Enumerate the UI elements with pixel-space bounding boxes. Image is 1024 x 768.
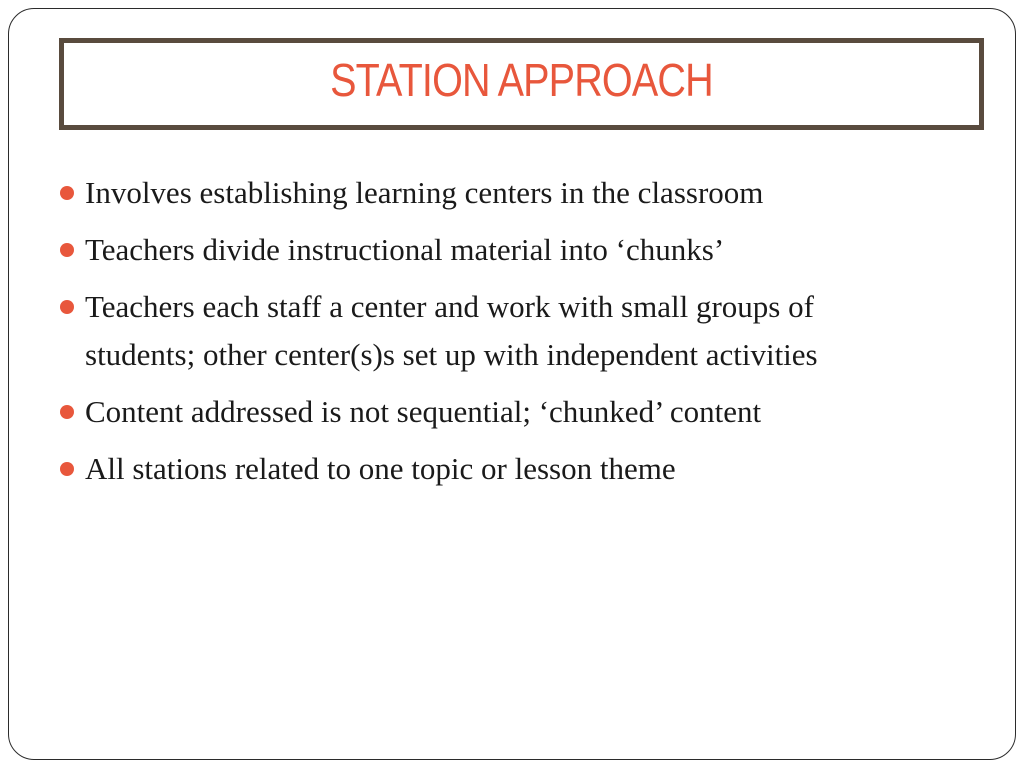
bullet-dot-icon <box>60 405 74 419</box>
bullet-text: Content addressed is not sequential; ‘chunked’ content <box>85 394 762 429</box>
bullet-text: Involves establishing learning centers in the classroom <box>85 175 764 210</box>
bullet-text: Teachers each staff a center and work with small groups of students; other center(s)s set up with independent activities <box>85 289 818 372</box>
bullet-dot-icon <box>60 186 74 200</box>
bullet-item <box>57 388 905 436</box>
bullet-text: All stations related to one topic or lesson theme <box>85 451 676 486</box>
slide-title: STATION APPROACH <box>330 54 713 106</box>
bullet-item <box>57 169 987 217</box>
bullet-item <box>57 283 915 379</box>
slide <box>8 8 1016 760</box>
bullet-dot-icon <box>60 243 74 257</box>
bullet-dot-icon <box>60 462 74 476</box>
title-box <box>59 38 984 130</box>
bullet-dot-icon <box>60 300 74 314</box>
bullet-item <box>57 226 987 274</box>
bullet-item <box>57 445 987 493</box>
bullet-list <box>57 169 987 502</box>
bullet-text: Teachers divide instructional material into ‘chunks’ <box>85 232 725 267</box>
